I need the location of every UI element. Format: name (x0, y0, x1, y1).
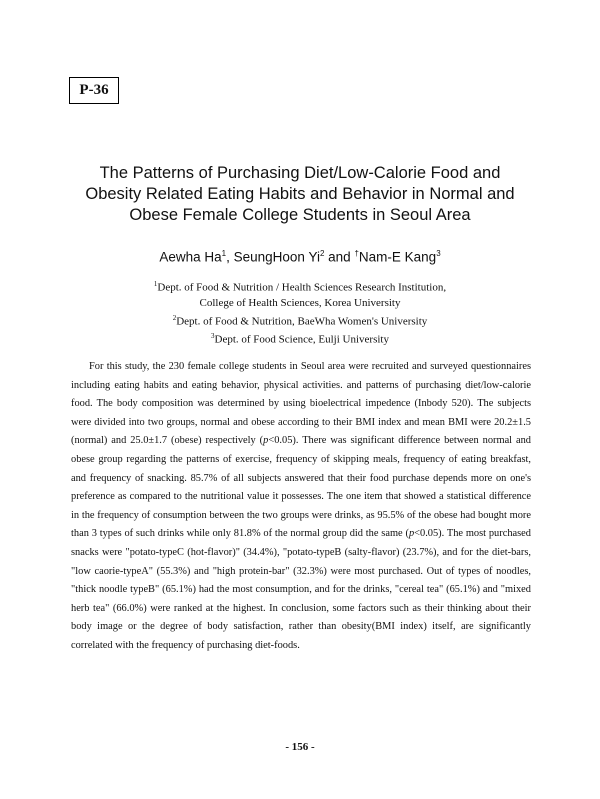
affiliation-3 (40, 329, 560, 348)
author-3-name: Nam-E Kang (358, 249, 437, 265)
title-line-2: Obesity Related Eating Habits and Behavior in Normal and (85, 185, 515, 203)
author-1-name: Aewha Ha (159, 249, 222, 265)
affiliation-1-text: Dept. of Food & Nutrition / Health Sciences Research Institution, (157, 281, 447, 294)
abstract-body (71, 358, 531, 656)
author-2-name: SeungHoon Yi (233, 249, 320, 265)
affiliation-1-line-2: College of Health Sciences, Korea University (199, 296, 401, 309)
affiliation-list (40, 277, 560, 348)
title-line-3: Obese Female College Students in Seoul Area (129, 206, 471, 224)
page-number: - 156 - (285, 741, 315, 753)
poster-number-label: P-36 (69, 77, 119, 104)
author-3-superscript: 3 (436, 249, 441, 258)
abstract-part-3: <0.05). The most purchased snacks were "potato-typeC (hot-flavor)" (34.4%), "potato-typeB (salty-flavor) (23.7%), and for the diet-bars, "low caorie-typeA" (55.3%) and "high protein-bar" (32.3%) were most purchased. Out of types of noodles, "thick noodle typeB" (65.1%) had the most consumption, and for the drinks, "cereal tea" (65.1%) and "mixed herb tea" (66.0%) were ranked at the highest. In conclusion, some factors such as their thinking about their body image or the degree of body satisfaction, rather than obesity(BMI index) itself, are significantly correlated with the frequency of purchasing diet-foods. (71, 528, 531, 651)
abstract-part-2: <0.05). There was significant difference between normal and obese group regarding the patterns of exercise, frequency of skipping meals, frequency of eating breakfast, and frequency of snacking. 85.7% of all subjects answered that their food purchase depends more on one's preference as compared to the nutritional value it possesses. The one item that showed a statistical difference in the frequency of consumption between the two groups were drinks, as 95.5% of the obese had bought more than 3 types of such drinks while only 81.8% of the normal group did the same ( (71, 435, 531, 540)
author-separator-1: , (226, 249, 234, 265)
abstract-part-1: For this study, the 230 female college students in Seoul area were recruited and surveyed questionnaires including eating habits and eating behavior, physical activities. and patterns of purchasing diet/low-calorie food. The body composition was determined by using bioelectrical impedence (Inbody 520). The subjects were divided into two groups, normal and obese according to their BMI index and mean BMI were 20.2±1.5 (normal) and 25.0±1.7 (obese) respectively ( (71, 361, 531, 447)
author-list (40, 249, 560, 265)
author-separator-2: and (324, 249, 355, 265)
author-2-superscript: 2 (319, 249, 325, 258)
affiliation-3-text: Dept. of Food Science, Eulji University (214, 333, 389, 346)
corresponding-author-mark: † (354, 249, 359, 258)
author-1-superscript: 1 (221, 249, 227, 258)
p-value-symbol-2: p (408, 528, 415, 540)
affiliation-1-superscript: 1 (153, 280, 158, 288)
paper-title (40, 163, 560, 226)
title-line-1: The Patterns of Purchasing Diet/Low-Calorie Food and (99, 164, 501, 182)
p-value-symbol-1: p (263, 435, 269, 447)
affiliation-2-text: Dept. of Food & Nutrition, BaeWha Women's University (176, 315, 428, 328)
affiliation-3-superscript: 3 (211, 332, 215, 341)
affiliation-2 (40, 311, 560, 330)
affiliation-1-line-1 (40, 277, 560, 296)
affiliation-2-superscript: 2 (172, 313, 177, 322)
